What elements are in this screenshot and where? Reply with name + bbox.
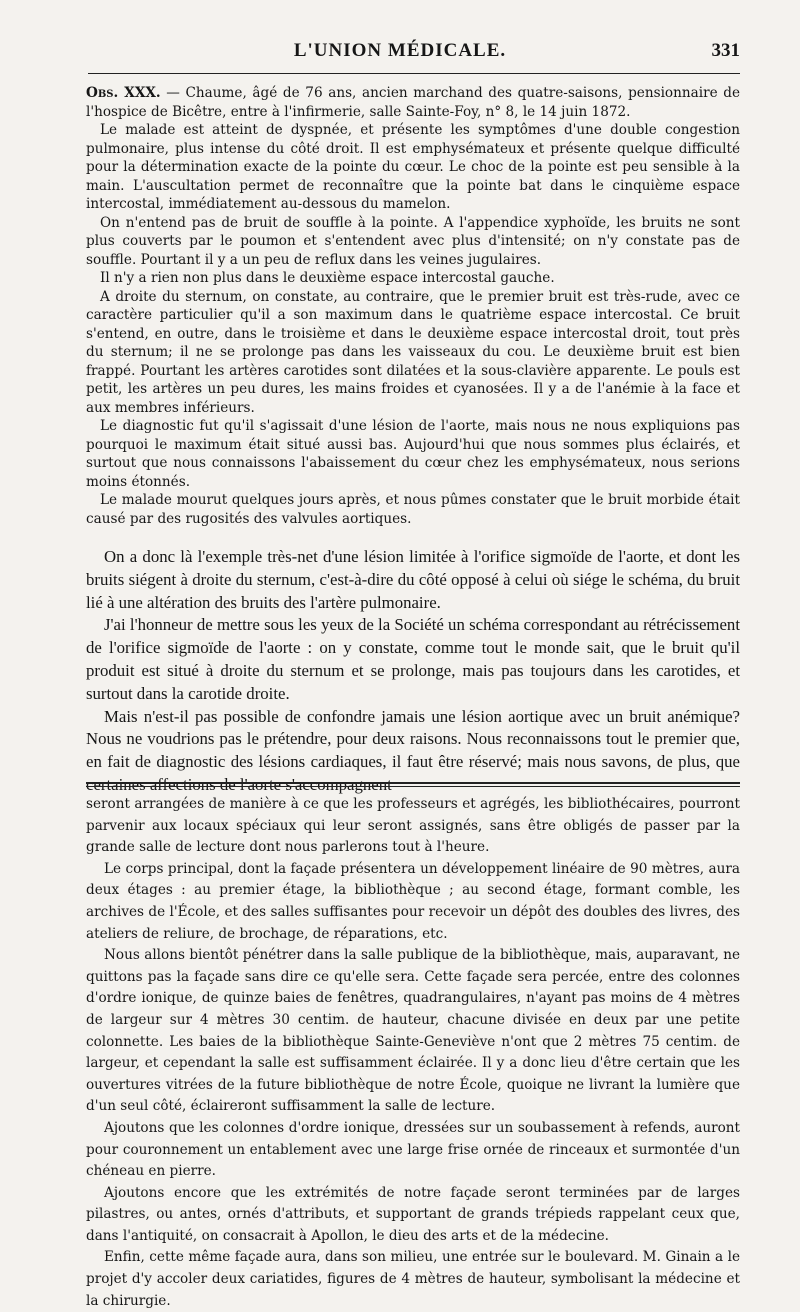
feuilleton-divider-thin: [86, 786, 740, 787]
observation-paragraph: [86, 84, 740, 121]
observation-block: [86, 84, 740, 528]
observation-paragraph: Le diagnostic fut qu'il s'agissait d'une lésion de l'aorte, mais nous ne nous expliquions pas pourquoi le maximum était situé aussi bas. Aujourd'hui que nous sommes plus éclairés, et surtout que nous connaissons l'abaissement du cœur chez les emphysémateux, nous serions moins étonnés.: [86, 418, 740, 490]
header-rule: [88, 73, 740, 74]
main-paragraph: On a donc là l'exemple très-net d'une lésion limitée à l'orifice sigmoïde de l'aorte, et dont les bruits siégent à droite du sternum, c'est-à-dire du côté opposé à celui où siége le schéma, du bruit lié à une altération des bruits des l'artère pulmonaire.: [86, 547, 740, 612]
running-title: L'UNION MÉDICALE.: [293, 40, 507, 61]
page-header: [60, 40, 740, 70]
observation-paragraph: On n'entend pas de bruit de souffle à la pointe. A l'appendice xyphoïde, les bruits ne sont plus couverts par le poumon et s'entendent avec plus d'intensité; on n'y constate pas de souffle. Pourtant il y a un peu de reflux dans les veines jugulaires.: [86, 214, 740, 268]
main-text: [86, 546, 740, 797]
main-paragraph: J'ai l'honneur de mettre sous les yeux de la Société un schéma correspondant au rétrécissement de l'orifice sigmoïde de l'aorte : on y constate, comme tout le monde sait, que le bruit qu'il produit est situé à droite du sternum et se prolonge, mais pas toujours dans les carotides, et surtout dans la carotide droite.: [86, 615, 740, 703]
observation-paragraph: A droite du sternum, on constate, au contraire, que le premier bruit est très-rude, avec ce caractère particulier qu'il a son maximum dans le quatrième espace intercostal. Ce bruit s'entend, en outre, dans le troisième et dans le deuxième espace intercostal droit, tout près du sternum; il ne se prolonge pas dans les vaisseaux du cou. Le deuxième bruit est bien frappé. Pourtant les artères carotides sont dilatées et la sous-clavière apparente. Le pouls est petit, les artères un peu dures, les mains froides et cyanosées. Il y a de l'anémie à la face et aux membres inférieurs.: [86, 288, 740, 416]
feuilleton-paragraph: Enfin, cette même façade aura, dans son milieu, une entrée sur le boulevard. M. Ginain a le projet d'y accoler deux cariatides, figures de 4 mètres de hauteur, symbolisant la médecine et la chirurgie.: [86, 1249, 740, 1309]
feuilleton-paragraph: Ajoutons encore que les extrémités de notre façade seront terminées par de larges pilastres, ou antes, ornés d'attributs, et supportant de grands trépieds rappelant ceux que, dans l'antiquité, on consacrait à Apollon, le dieu des arts et de la médecine.: [86, 1184, 740, 1244]
feuilleton-paragraph: Ajoutons que les colonnes d'ordre ionique, dressées sur un soubassement à refends, auront pour couronnement un entablement avec une large frise ornée de rinceaux et surmontée d'un chéneau en pierre.: [86, 1119, 740, 1180]
observation-text: — Chaume, âgé de 76 ans, ancien marchand des quatre-saisons, pensionnaire de l'hospice de Bicêtre, entre à l'infirmerie, salle Sainte-Foy, n° 8, le 14 juin 1872.: [86, 85, 740, 120]
feuilleton-paragraph: seront arrangées de manière à ce que les professeurs et agrégés, les bibliothécaires, pourront parvenir aux locaux spéciaux qui leur seront assignés, sans être obligés de passer par la grande salle de lecture dont nous parlerons tout à l'heure.: [86, 796, 740, 856]
feuilleton-paragraph: Nous allons bientôt pénétrer dans la salle publique de la bibliothèque, mais, auparavant, ne quittons pas la façade sans dire ce qu'elle sera. Cette façade sera percée, entre des colonnes d'ordre ionique, de quinze baies de fenêtres, quadrangulaires, n'ayant pas moins de 4 mètres de largeur sur 4 mètres 30 centim. de hauteur, chacune divisée en deux par une petite colonnette. Les baies de la bibliothèque Sainte-Geneviève n'ont que 2 mètres 75 centim. de largeur, et cependant la salle est suffisamment éclairée. Il y a donc lieu d'être certain que les ouvertures vitrées de la future bibliothèque de notre École, quoique ne livrant la lumière que d'un seul côté, éclaireront suffisamment la salle de lecture.: [86, 947, 740, 1115]
feuilleton-text: [86, 794, 740, 1312]
page-number: 331: [711, 40, 740, 61]
observation-paragraph: Le malade mourut quelques jours après, et nous pûmes constater que le bruit morbide était causé par des rugosités des valvules aortiques.: [86, 492, 740, 527]
observation-paragraph: Il n'y a rien non plus dans le deuxième espace intercostal gauche.: [100, 270, 555, 286]
main-paragraph: Mais n'est-il pas possible de confondre jamais une lésion aortique avec un bruit anémique? Nous ne voudrions pas le prétendre, pour deux raisons. Nous reconnaissons tout le premier que, en fait de diagnostic des lésions cardiaques, il faut être réservé; mais nous savons, de plus, que certaines affections de l'aorte s'accompagnent: [86, 706, 740, 794]
observation-paragraph: Le malade est atteint de dyspnée, et présente les symptômes d'une double congestion pulmonaire, plus intense du côté droit. Il est emphysémateux et présente quelque difficulté pour la détermination exacte de la pointe du cœur. Le choc de la pointe est peu sensible à la main. L'auscultation permet de reconnaître que la pointe bat dans le cinquième espace intercostal, immédiatement au-dessous du mamelon.: [86, 122, 740, 212]
feuilleton-divider: [86, 782, 740, 784]
observation-label: Obs. XXX.: [86, 85, 161, 101]
feuilleton-paragraph: Le corps principal, dont la façade présentera un développement linéaire de 90 mètres, aura deux étages : au premier étage, la bibliothèque ; au second étage, formant comble, les archives de l'École, et des salles suffisantes pour recevoir un dépôt des doubles des livres, des ateliers de reliure, de brochage, de réparations, etc.: [86, 860, 740, 942]
